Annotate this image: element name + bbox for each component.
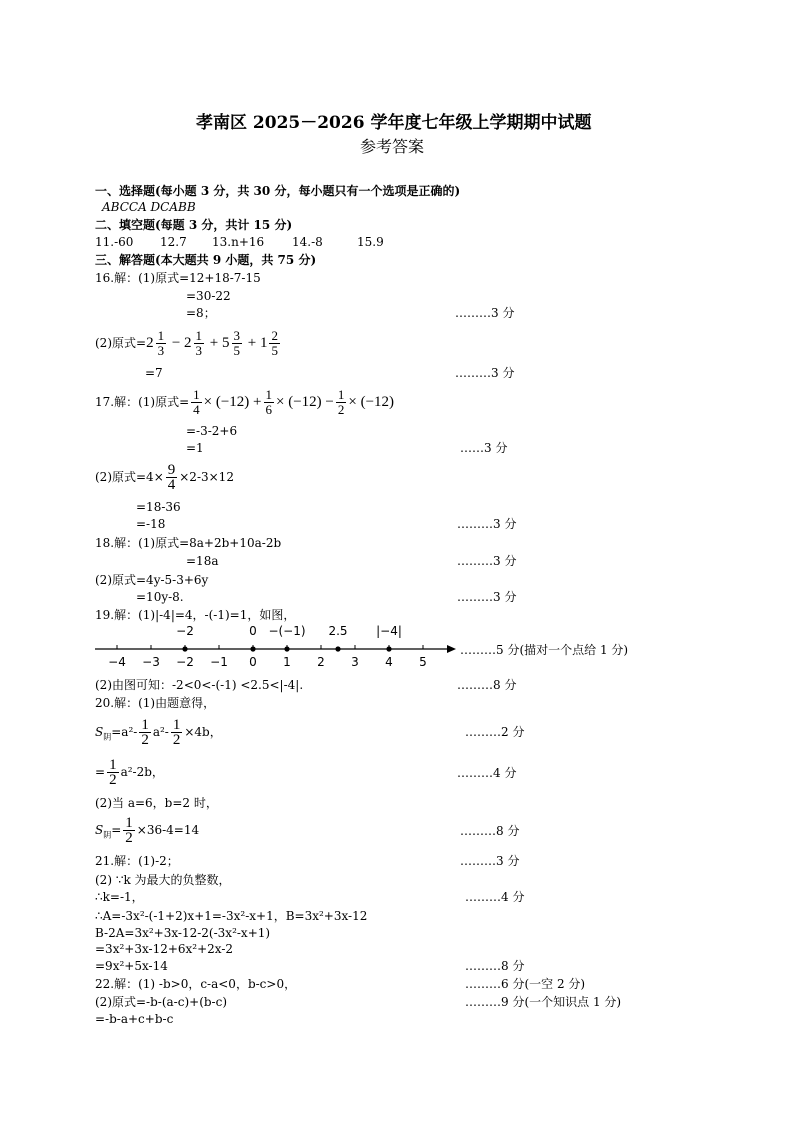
q17-num3: 1 [337,387,345,403]
q16-part2 [95,323,282,363]
q17-op3: × (−12) [348,394,395,410]
q16-den3: 5 [233,343,240,359]
q17-line5: =18-36 [136,500,181,514]
axis-tick-label: 4 [385,655,393,669]
q22-score1: ………6 分(一空 2 分) [465,977,586,991]
axis-tick-label: −3 [142,655,160,669]
q16-den4: 5 [271,343,278,359]
q17-part2-den: 4 [167,477,176,493]
q17-den2: 6 [265,402,273,418]
q17-op1: × (−12) + [203,394,262,410]
q18-line1: 18.解：(1)原式=8a+2b+10a-2b [95,536,282,550]
q17-line2: =-3-2+6 [186,424,238,438]
plotted-point [335,646,340,651]
q22-line3: =-b-a+c+b-c [95,1012,174,1026]
q20-frac2-num: 1 [172,717,181,733]
q21-line6: =3x²+3x-12+6x²+2x-2 [95,942,234,956]
q17-num2: 1 [265,387,273,403]
q17-part2-suffix: ×2-3×12 [179,470,234,484]
axis-tick-label: 3 [351,655,359,669]
plotted-point [182,646,187,651]
q18-score2: ………3 分 [457,590,517,604]
q18-score1: ………3 分 [457,554,517,568]
q17-prefix: 17.解：(1)原式= [95,395,190,409]
q16-line3: =8； [186,306,216,320]
page-subtitle: 参考答案 [360,137,425,156]
q20-expr1-c: ×4b， [184,725,222,739]
q16-whole3: 5 [222,335,230,351]
q20-frac4-den: 2 [125,830,133,846]
q16-op1: − [171,335,181,351]
plotted-point [284,646,289,651]
q17-part2-prefix: (2)原式=4× [95,470,164,484]
q16-line5: =7 [145,366,163,380]
q20-frac2-den: 2 [172,732,181,748]
q16-part2-prefix: (2)原式= [95,336,147,350]
q16-num3: 3 [233,328,240,344]
q17-part2-num: 9 [167,462,176,478]
fill-answer-13: 13.n+16 [212,235,265,249]
q20-score3: ………8 分 [460,824,520,838]
q20-frac3-den: 2 [109,772,117,788]
q20-s-label-2: S [95,823,104,837]
q21-line7: =9x²+5x-14 [95,959,168,973]
q19-line2: (2)由图可知：-2<0<-(-1) <2.5<|-4|. [95,678,304,692]
q16-den2: 3 [195,343,203,359]
q20-s-sub: 阴 [103,732,112,742]
fill-answer-14: 14.-8 [292,235,323,249]
number-line [90,622,460,670]
q20-s-sub-2: 阴 [103,830,112,840]
q16-line2: =30-22 [186,289,231,303]
q17-part2 [95,457,234,497]
fill-answer-15: 15.9 [357,235,384,249]
axis-tick-label: 1 [283,655,291,669]
q21-line5: B-2A=3x²+3x-12-2(-3x²-x+1) [95,926,271,940]
q20-expr3-a: = [111,823,122,837]
q17-line6: =-18 [136,517,166,531]
arrow-right-icon [447,645,456,653]
q20-frac1-num: 1 [141,717,149,733]
q22-line2: (2)原式=-b-(a-c)+(b-c) [95,995,228,1009]
q16-op2: + [209,335,219,351]
q16-num2: 1 [195,328,203,344]
q20-expr1 [95,712,222,757]
q17-score2: ………3 分 [457,517,517,531]
q21-line2: (2) ∵k 为最大的负整数， [95,873,231,887]
section3-heading: 三、解答题(本大题共 9 小题，共 75 分) [95,253,317,267]
point-label: −2 [176,624,194,638]
axis-tick-label: −2 [176,655,194,669]
axis-tick-label: −1 [210,655,228,669]
q16-score1: ………3 分 [455,306,515,320]
q20-expr2-b: a²-2b， [120,765,164,779]
section2-heading: 二、填空题(每题 3 分，共计 15 分) [95,218,293,232]
point-label: 0 [249,624,257,638]
plotted-point [250,646,255,651]
q20-frac3-num: 1 [109,757,117,773]
point-label: −(−1) [268,624,306,638]
q16-whole2: 2 [184,335,192,351]
q18-line3: (2)原式=4y-5-3+6y [95,573,209,587]
q20-expr1-a: =a²- [111,725,138,739]
q20-line1: 20.解：(1)由题意得， [95,696,216,710]
section1-heading: 一、选择题(每小题 3 分，共 30 分，每小题只有一个选项是正确的) [95,184,461,198]
axis-tick-label: −4 [108,655,126,669]
q16-op3: + [247,335,257,351]
q20-expr3 [95,810,199,855]
q20-score1: ………2 分 [465,725,525,739]
q17-part1 [95,382,394,422]
q16-num1: 1 [157,328,165,344]
q17-den3: 2 [337,402,345,418]
q19-score2: ………8 分 [457,678,517,692]
q16-den1: 3 [157,343,165,359]
q21-score3: ………8 分 [465,959,525,973]
q22-line1: 22.解：(1) -b>0，c-a<0，b-c>0， [95,977,297,991]
q19-score1: ………5 分(描对一个点给 1 分) [460,643,629,657]
q21-line1: 21.解：(1)-2； [95,854,179,868]
q20-expr3-b: ×36-4=14 [136,823,200,837]
q17-score1: ……3 分 [460,441,508,455]
q19-line1: 19.解：(1)|-4|=4，-(-1)=1，如图， [95,608,296,622]
q21-line3: ∴k=-1， [95,890,144,904]
plotted-point [386,646,391,651]
q21-score2: ………4 分 [465,890,525,904]
q17-den1: 4 [193,402,200,418]
q20-line4: (2)当 a=6，b=2 时， [95,796,218,810]
q22-score2: ………9 分(一个知识点 1 分) [465,995,622,1009]
q17-line3: =1 [186,441,204,455]
axis-tick-label: 2 [317,655,325,669]
q21-line4: ∴A=-3x²-(-1+2)x+1=-3x²-x+1，B=3x²+3x-12 [95,909,368,923]
axis-tick-label: 0 [249,655,257,669]
q20-expr1-b: a²- [152,725,169,739]
q20-s-label: S [95,725,104,739]
q16-num4: 2 [271,328,278,344]
q18-line4: =10y-8. [136,590,184,604]
axis-tick-label: 5 [419,655,427,669]
fill-answer-12: 12.7 [160,235,187,249]
q16-score2: ………3 分 [455,366,515,380]
page-title: 孝南区 2025－2026 学年度七年级上学期期中试题 [196,113,592,133]
q16-whole4: 1 [259,335,268,351]
q21-score1: ………3 分 [460,854,520,868]
fill-answer-11: 11.-60 [95,235,134,249]
q20-score2: ………4 分 [457,766,517,780]
q18-line2: =18a [186,554,219,568]
q17-num1: 1 [193,387,200,403]
section1-answers: ABCCA DCABB [102,200,196,214]
q20-frac4-num: 1 [125,815,133,831]
q20-expr2 [95,752,164,792]
q17-op2: × (−12) − [276,394,334,410]
point-label: |−4| [376,624,402,638]
q16-line1: 16.解：(1)原式=12+18-7-15 [95,271,261,285]
q16-whole1: 2 [146,335,154,351]
point-label: 2.5 [328,624,348,638]
q20-frac1-den: 2 [141,732,149,748]
q20-expr2-a: = [95,765,106,779]
